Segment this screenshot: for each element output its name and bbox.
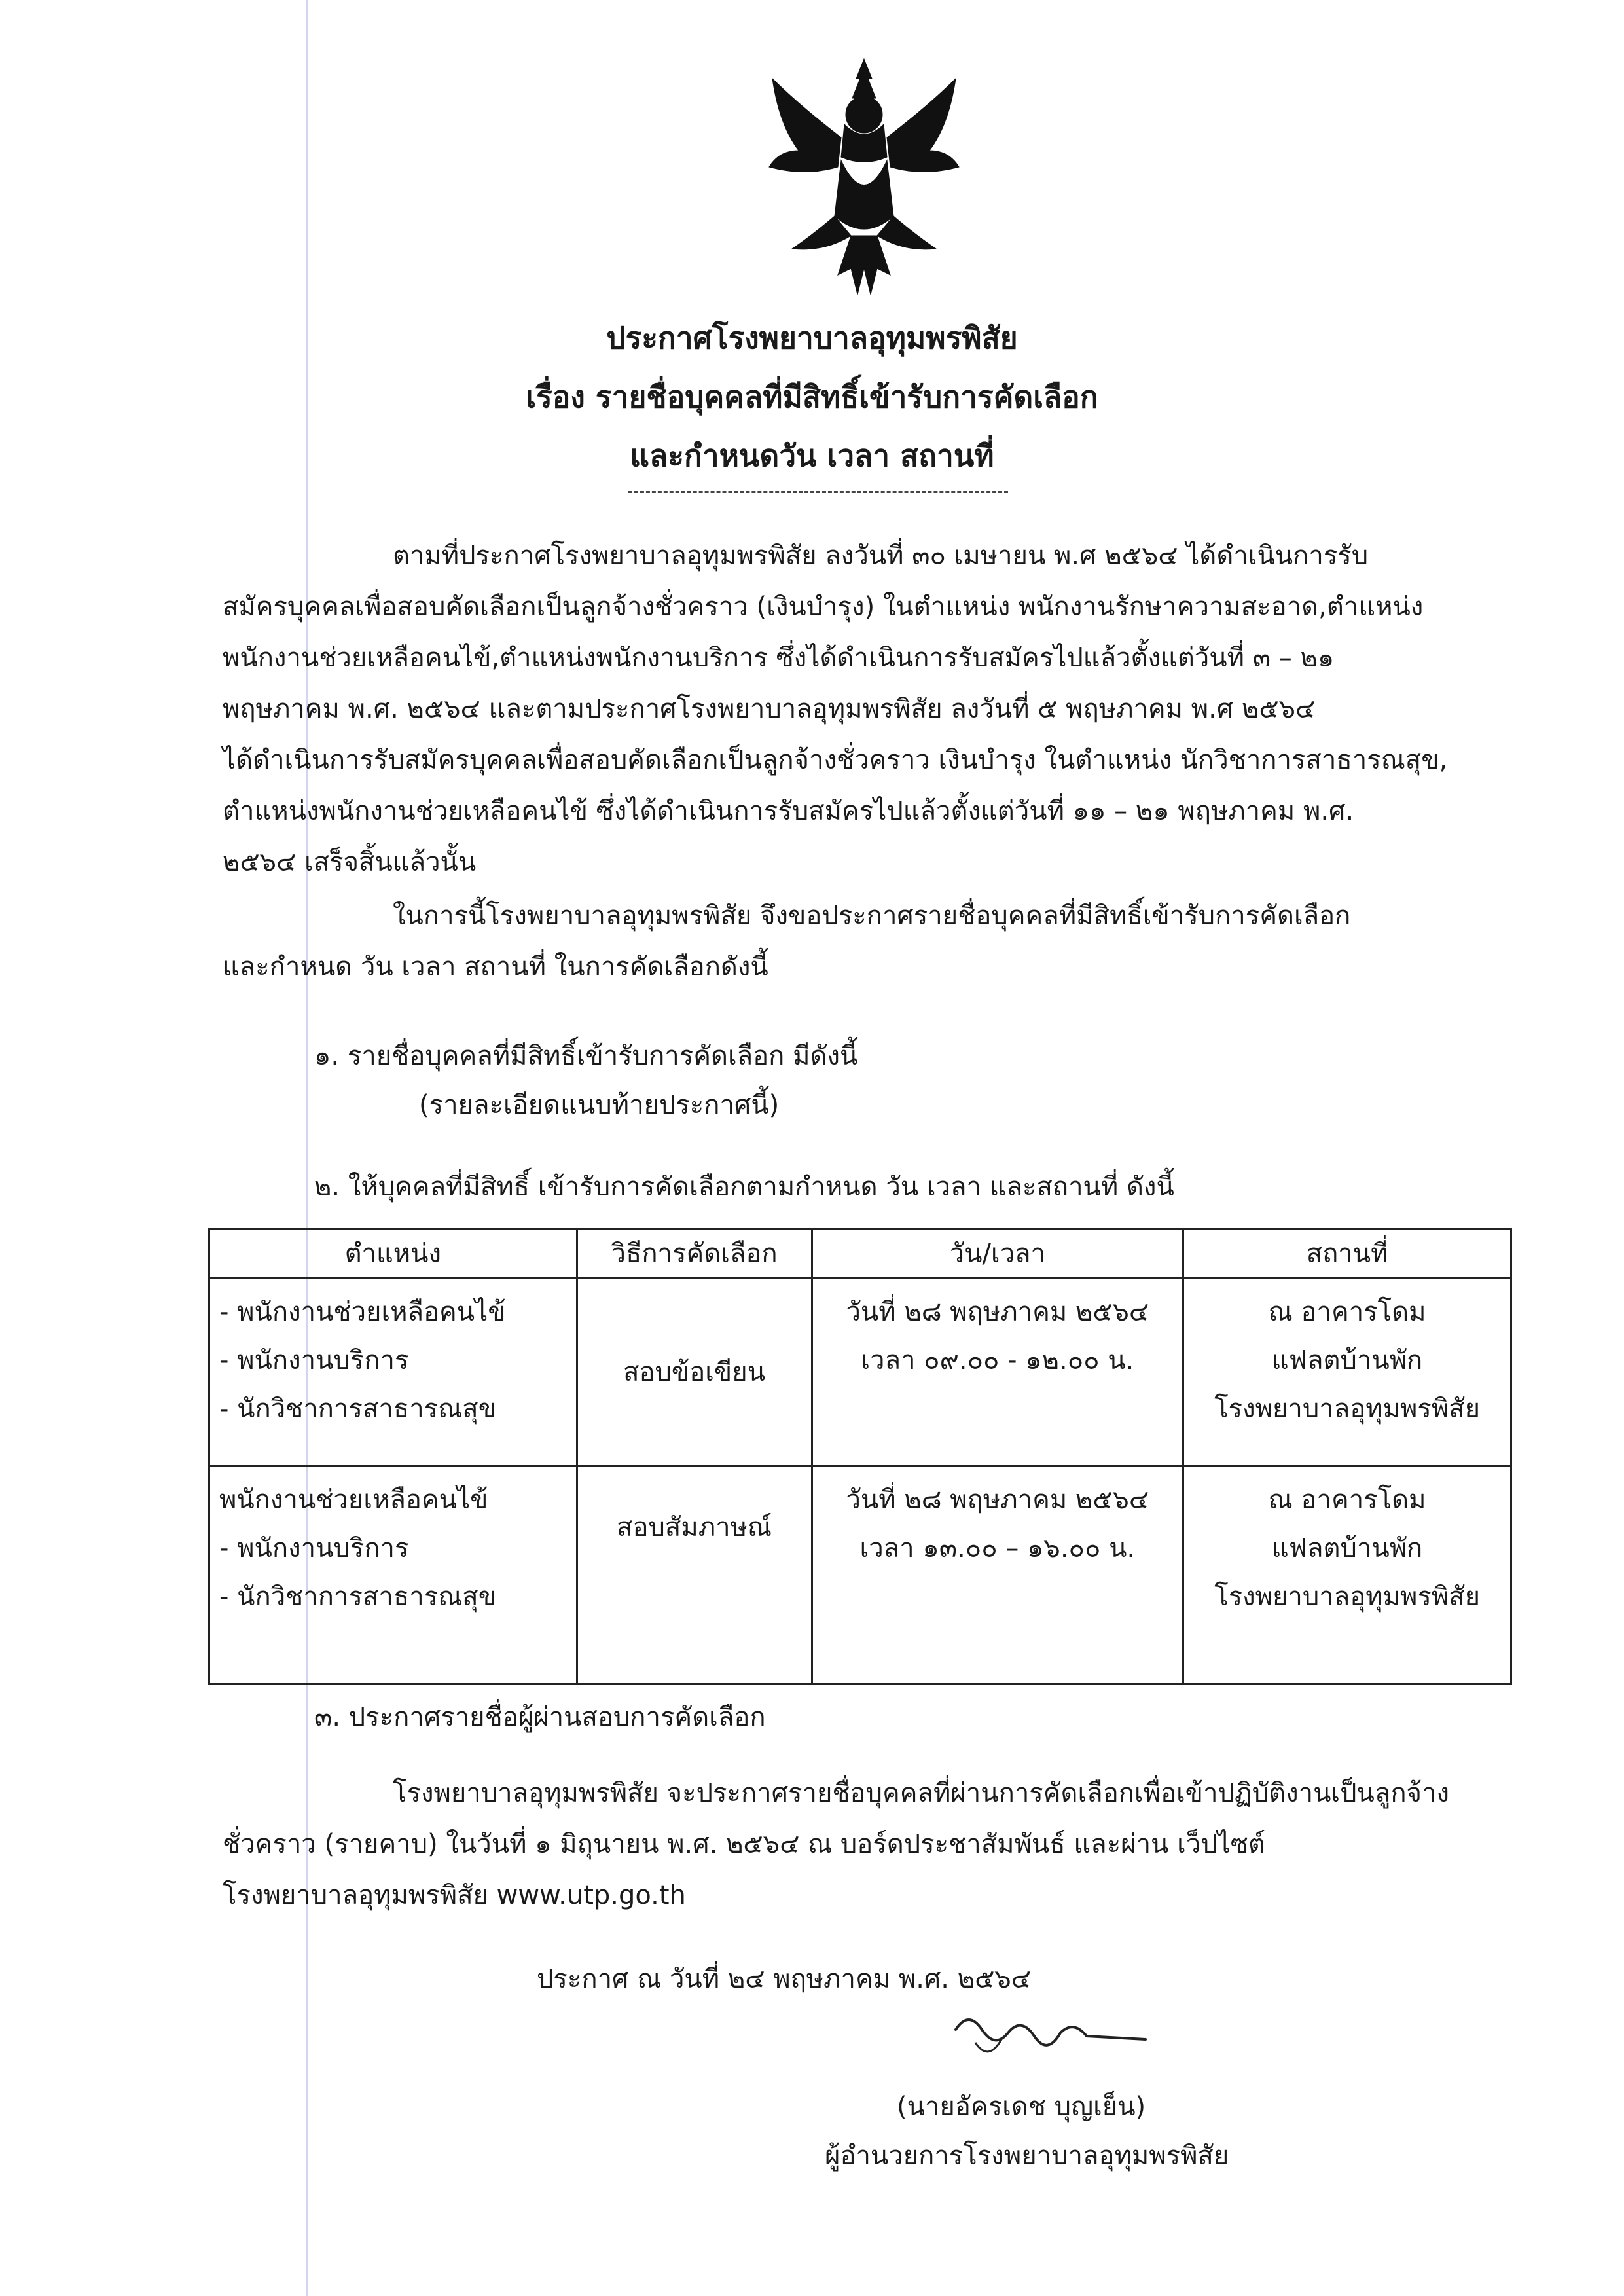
- paragraph-line: พนักงานช่วยเหลือคนไข้,ตำแหน่งพนักงานบริการ ซึ่งได้ดำเนินการรับสมัครไปแล้วตั้งแต่วันที่ ๓ – ๒๑: [223, 643, 1335, 673]
- position-item: - พนักงานบริการ: [219, 1345, 409, 1376]
- title-line-2: เรื่อง รายชื่อบุคคลที่มีสิทธิ์เข้ารับการคัดเลือก: [526, 379, 1098, 414]
- place-text: ณ อาคารโดม: [1268, 1297, 1426, 1327]
- table-header-row: [209, 1229, 1511, 1278]
- title-line-3: และกำหนดวัน เวลา สถานที่: [630, 438, 994, 473]
- paragraph-line: สมัครบุคคลเพื่อสอบคัดเลือกเป็นลูกจ้างชั่วคราว (เงินบำรุง) ในตำแหน่ง พนักงานรักษาความสะอาด,ตำแหน่ง: [223, 592, 1424, 622]
- item-1: ๑. รายชื่อบุคคลที่มีสิทธิ์เข้ารับการคัดเลือก มีดังนี้: [314, 1041, 858, 1071]
- paragraph-line: ชั่วคราว (รายคาบ) ในวันที่ ๑ มิถุนายน พ.ศ. ๒๕๖๔ ณ บอร์ดประชาสัมพันธ์ และผ่าน เว็ปไซต์: [223, 1829, 1265, 1859]
- position-item: พนักงานช่วยเหลือคนไข้: [219, 1485, 488, 1515]
- cell-method: สอบข้อเขียน: [577, 1278, 812, 1466]
- place-text: โรงพยาบาลอุทุมพรพิสัย: [1214, 1582, 1481, 1612]
- position-item: - นักวิชาการสาธารณสุข: [219, 1394, 497, 1424]
- position-item: - พนักงานบริการ: [219, 1533, 409, 1563]
- header-method: วิธีการคัดเลือก: [577, 1229, 812, 1278]
- paragraph-line: ได้ดำเนินการรับสมัครบุคคลเพื่อสอบคัดเลือกเป็นลูกจ้างชั่วคราว เงินบำรุง ในตำแหน่ง นักวิชาการสาธารณสุข,: [223, 745, 1448, 775]
- place-text: ณ อาคารโดม: [1268, 1485, 1426, 1515]
- item-2: ๒. ให้บุคคลที่มีสิทธิ์ เข้ารับการคัดเลือกตามกำหนด วัน เวลา และสถานที่ ดังนี้: [314, 1172, 1174, 1202]
- paragraph-line: โรงพยาบาลอุทุมพรพิสัย www.utp.go.th: [223, 1880, 686, 1910]
- signer-name: (นายอัครเดช บุญเย็น): [897, 2092, 1146, 2122]
- cell-place: [1183, 1278, 1511, 1466]
- paragraph-3: [223, 1768, 1466, 1921]
- place-text: โรงพยาบาลอุทุมพรพิสัย: [1214, 1394, 1481, 1424]
- paragraph-line: ตำแหน่งพนักงานช่วยเหลือคนไข้ ซึ่งได้ดำเนินการรับสมัครไปแล้วตั้งแต่วันที่ ๑๑ – ๒๑ พฤษภาคม พ.ศ.: [223, 796, 1354, 826]
- paragraph-line: ๒๕๖๔ เสร็จสิ้นแล้วนั้น: [223, 847, 477, 877]
- time-text: เวลา ๐๙.๐๐ - ๑๒.๐๐ น.: [861, 1345, 1134, 1376]
- date-text: วันที่ ๒๘ พฤษภาคม ๒๕๖๔: [846, 1485, 1149, 1515]
- table-row: [209, 1278, 1511, 1466]
- place-text: แฟลตบ้านพัก: [1271, 1533, 1423, 1563]
- signer-position: ผู้อำนวยการโรงพยาบาลอุทุมพรพิสัย: [825, 2141, 1229, 2171]
- cell-positions: [209, 1278, 577, 1466]
- announcement-date: ประกาศ ณ วันที่ ๒๔ พฤษภาคม พ.ศ. ๒๕๖๔: [537, 1964, 1032, 1994]
- table-row: [209, 1466, 1511, 1684]
- cell-positions: [209, 1466, 577, 1684]
- cell-place: [1183, 1466, 1511, 1684]
- header-place: สถานที่: [1183, 1229, 1511, 1278]
- garuda-emblem-icon: [753, 52, 975, 301]
- place-text: แฟลตบ้านพัก: [1271, 1345, 1423, 1376]
- date-text: วันที่ ๒๘ พฤษภาคม ๒๕๖๔: [846, 1297, 1149, 1327]
- paragraph-line: ตามที่ประกาศโรงพยาบาลอุทุมพรพิสัย ลงวันที่ ๓๐ เมษายน พ.ศ ๒๕๖๔ ได้ดำเนินการรับ: [393, 541, 1369, 571]
- title-divider: [628, 491, 1008, 493]
- position-item: - นักวิชาการสาธารณสุข: [219, 1582, 497, 1612]
- item-1-note: (รายละเอียดแนบท้ายประกาศนี้): [419, 1090, 780, 1120]
- paragraph-line: และกำหนด วัน เวลา สถานที่ ในการคัดเลือกดังนี้: [223, 952, 768, 982]
- time-text: เวลา ๑๓.๐๐ – ๑๖.๐๐ น.: [859, 1533, 1136, 1563]
- paragraph-line: โรงพยาบาลอุทุมพรพิสัย จะประกาศรายชื่อบุคคลที่ผ่านการคัดเลือกเพื่อเข้าปฏิบัติงานเป็นลูกจ้าง: [393, 1778, 1449, 1808]
- paragraph-line: ในการนี้โรงพยาบาลอุทุมพรพิสัย จึงขอประกาศรายชื่อบุคคลที่มีสิทธิ์เข้ารับการคัดเลือก: [393, 901, 1351, 931]
- signature-icon: [949, 2003, 1159, 2069]
- item-3: ๓. ประกาศรายชื่อผู้ผ่านสอบการคัดเลือก: [314, 1702, 766, 1732]
- position-item: - พนักงานช่วยเหลือคนไข้: [219, 1297, 506, 1327]
- header-datetime: วัน/เวลา: [812, 1229, 1183, 1278]
- paragraph-2: [223, 890, 1466, 993]
- paragraph-1: [223, 530, 1466, 888]
- cell-method: สอบสัมภาษณ์: [577, 1466, 812, 1684]
- paragraph-line: พฤษภาคม พ.ศ. ๒๕๖๔ และตามประกาศโรงพยาบาลอุทุมพรพิสัย ลงวันที่ ๕ พฤษภาคม พ.ศ ๒๕๖๔: [223, 694, 1316, 724]
- cell-datetime: [812, 1278, 1183, 1466]
- title-line-1: ประกาศโรงพยาบาลอุทุมพรพิสัย: [606, 320, 1018, 355]
- cell-datetime: [812, 1466, 1183, 1684]
- schedule-table: [208, 1228, 1512, 1685]
- header-position: ตำแหน่ง: [209, 1229, 577, 1278]
